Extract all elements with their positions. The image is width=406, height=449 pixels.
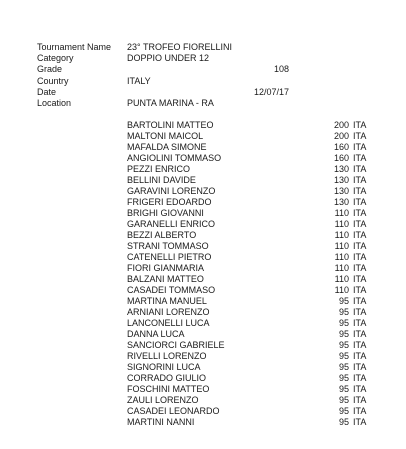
player-country: ITA <box>353 263 367 273</box>
player-country: ITA <box>353 153 367 163</box>
player-points: 110 <box>334 208 349 218</box>
player-row <box>0 175 406 186</box>
player-country: ITA <box>353 351 367 361</box>
player-country: ITA <box>353 230 367 240</box>
player-country: ITA <box>353 395 367 405</box>
date-value: 12/07/17 <box>253 87 289 97</box>
player-points: 160 <box>333 142 349 152</box>
meta-row-date <box>0 87 406 98</box>
player-country: ITA <box>353 164 367 174</box>
player-points: 95 <box>338 373 349 383</box>
player-row <box>0 329 406 340</box>
player-country: ITA <box>353 362 367 372</box>
player-name: BEZZI ALBERTO <box>127 230 197 240</box>
player-country: ITA <box>353 417 367 427</box>
player-points: 110 <box>334 263 349 273</box>
player-name: BRIGHI GIOVANNI <box>127 208 204 218</box>
player-row <box>0 417 406 428</box>
player-points: 95 <box>338 417 349 427</box>
player-points: 110 <box>334 252 349 262</box>
meta-row-location <box>0 98 406 109</box>
player-name: PEZZI ENRICO <box>127 164 191 174</box>
player-points: 110 <box>334 274 349 284</box>
player-points: 130 <box>333 164 349 174</box>
player-row <box>0 186 406 197</box>
player-country: ITA <box>353 131 367 141</box>
player-row <box>0 153 406 164</box>
player-country: ITA <box>353 318 367 328</box>
player-points: 95 <box>338 296 349 306</box>
country-value: ITALY <box>127 76 151 86</box>
category-value: DOPPIO UNDER 12 <box>127 53 210 63</box>
grade-value: 108 <box>273 64 289 74</box>
player-points: 160 <box>333 153 349 163</box>
player-points: 95 <box>338 395 349 405</box>
player-points: 110 <box>334 285 349 295</box>
player-country: ITA <box>353 197 367 207</box>
player-country: ITA <box>353 329 367 339</box>
player-points: 95 <box>338 362 349 372</box>
player-country: ITA <box>353 307 367 317</box>
player-points: 95 <box>338 384 349 394</box>
player-country: ITA <box>353 186 367 196</box>
location-label: Location <box>37 98 72 108</box>
player-name: FIORI GIANMARIA <box>127 263 205 273</box>
player-name: SIGNORINI LUCA <box>127 362 201 372</box>
player-row <box>0 274 406 285</box>
player-points: 95 <box>338 329 349 339</box>
meta-row-grade <box>0 64 406 75</box>
tournament-name-label: Tournament Name <box>37 42 112 52</box>
player-row <box>0 395 406 406</box>
player-name: BELLINI DAVIDE <box>127 175 196 185</box>
player-row <box>0 384 406 395</box>
tournament-name-value: 23° TROFEO FIORELLINI <box>127 42 232 52</box>
player-name: CATENELLI PIETRO <box>127 252 212 262</box>
player-row <box>0 263 406 274</box>
player-row <box>0 285 406 296</box>
player-row <box>0 252 406 263</box>
player-points: 95 <box>338 406 349 416</box>
player-country: ITA <box>353 252 367 262</box>
player-points: 200 <box>333 131 349 141</box>
date-label: Date <box>37 87 57 97</box>
player-points: 95 <box>338 340 349 350</box>
location-value: PUNTA MARINA - RA <box>127 98 214 108</box>
player-points: 110 <box>334 241 349 251</box>
player-name: MALTONI MAICOL <box>127 131 204 141</box>
player-name: BALZANI MATTEO <box>127 274 204 284</box>
country-label: Country <box>37 76 69 86</box>
player-country: ITA <box>353 175 367 185</box>
player-points: 130 <box>333 186 349 196</box>
player-name: MAFALDA SIMONE <box>127 142 207 152</box>
grade-label: Grade <box>37 64 63 74</box>
player-name: DANNA LUCA <box>127 329 185 339</box>
player-country: ITA <box>353 120 367 130</box>
player-ranking-list <box>0 120 406 428</box>
player-country: ITA <box>353 219 367 229</box>
player-country: ITA <box>353 340 367 350</box>
player-name: ZAULI LORENZO <box>127 395 199 405</box>
player-country: ITA <box>353 406 367 416</box>
player-country: ITA <box>353 285 367 295</box>
player-name: MARTINI NANNI <box>127 417 195 427</box>
player-country: ITA <box>353 296 367 306</box>
player-row <box>0 142 406 153</box>
player-row <box>0 362 406 373</box>
player-row <box>0 197 406 208</box>
player-name: CASADEI LEONARDO <box>127 406 220 416</box>
player-name: FRIGERI EDOARDO <box>127 197 212 207</box>
player-name: GARANELLI ENRICO <box>127 219 216 229</box>
player-country: ITA <box>353 142 367 152</box>
player-name: STRANI TOMMASO <box>127 241 209 251</box>
player-row <box>0 230 406 241</box>
player-row <box>0 340 406 351</box>
player-points: 130 <box>333 175 349 185</box>
player-name: MARTINA MANUEL <box>127 296 207 306</box>
player-points: 200 <box>333 120 349 130</box>
player-country: ITA <box>353 208 367 218</box>
player-points: 130 <box>333 197 349 207</box>
player-row <box>0 219 406 230</box>
player-name: CORRADO GIULIO <box>127 373 207 383</box>
player-name: GARAVINI LORENZO <box>127 186 216 196</box>
player-row <box>0 296 406 307</box>
player-points: 95 <box>338 318 349 328</box>
player-row <box>0 351 406 362</box>
player-country: ITA <box>353 274 367 284</box>
player-country: ITA <box>353 384 367 394</box>
player-row <box>0 373 406 384</box>
player-points: 110 <box>334 219 349 229</box>
meta-row-category <box>0 53 406 64</box>
player-row <box>0 406 406 417</box>
player-points: 95 <box>338 307 349 317</box>
player-name: SANCIORCI GABRIELE <box>127 340 225 350</box>
player-row <box>0 208 406 219</box>
meta-row-country <box>0 76 406 87</box>
player-row <box>0 318 406 329</box>
meta-row-tournament-name <box>0 42 406 53</box>
player-name: RIVELLI LORENZO <box>127 351 207 361</box>
player-name: BARTOLINI MATTEO <box>127 120 214 130</box>
player-row <box>0 164 406 175</box>
category-label: Category <box>37 53 74 63</box>
player-name: ANGIOLINI TOMMASO <box>127 153 222 163</box>
player-name: ARNIANI LORENZO <box>127 307 210 317</box>
player-country: ITA <box>353 241 367 251</box>
player-row <box>0 307 406 318</box>
player-name: FOSCHINI MATTEO <box>127 384 210 394</box>
player-name: CASADEI TOMMASO <box>127 285 216 295</box>
player-row <box>0 241 406 252</box>
player-name: LANCONELLI LUCA <box>127 318 210 328</box>
player-country: ITA <box>353 373 367 383</box>
player-points: 110 <box>334 230 349 240</box>
player-points: 95 <box>338 351 349 361</box>
player-row <box>0 131 406 142</box>
player-row <box>0 120 406 131</box>
